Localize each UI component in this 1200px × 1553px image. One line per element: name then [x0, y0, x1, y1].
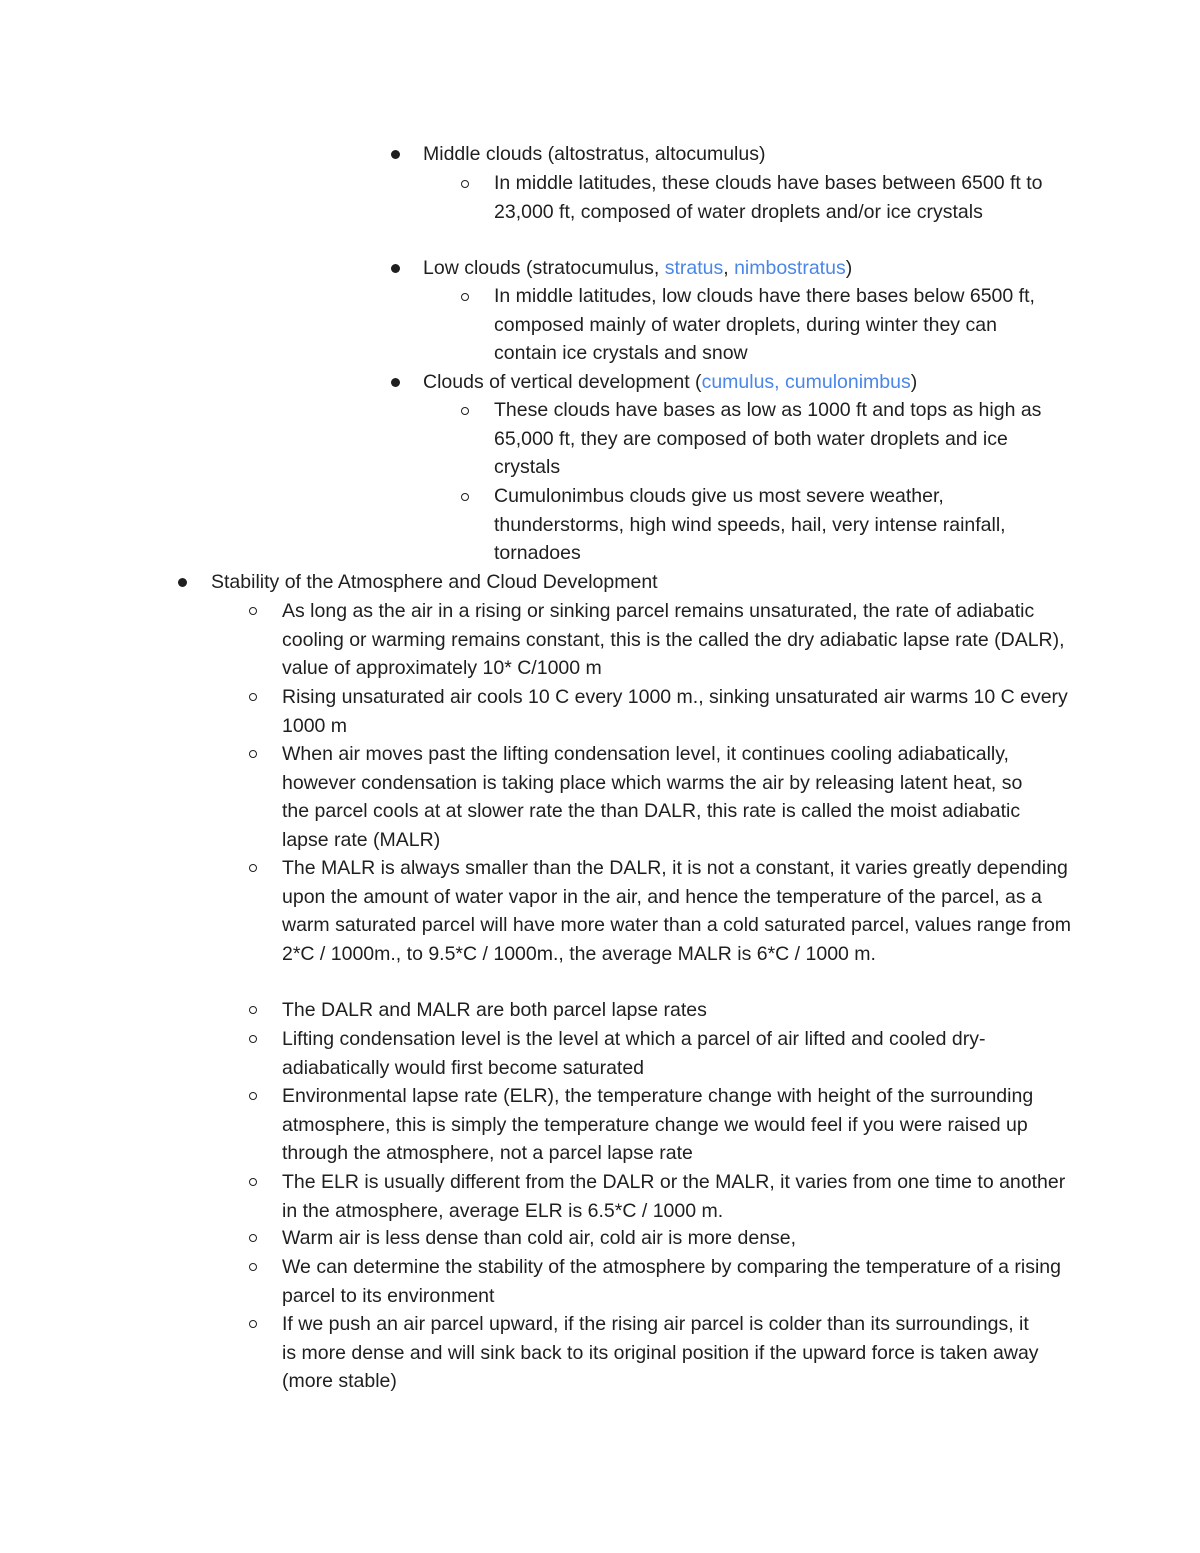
- vertical-clouds-text: Clouds of vertical development (: [423, 371, 702, 393]
- hollow-bullet-icon: [249, 1006, 257, 1014]
- list-item-cumulonimbus-detail: Cumulonimbus clouds give us most severe weather, thunderstorms, high wind speeds, hail, very intense rainfall, tornadoes: [494, 485, 1006, 565]
- nimbostratus-link[interactable]: nimbostratus: [734, 257, 846, 279]
- stability-item-2: Rising unsaturated air cools 10 C every 1000 m., sinking unsaturated air warms 10 C every 1000 m: [282, 686, 1068, 737]
- stability-item-4: The MALR is always smaller than the DALR, it is not a constant, it varies greatly depending upon the amount of water vapor in the air, and hence the temperature of the parcel, as a warm saturated parcel will have more water than a cold saturated parcel, values range from 2*C / 1000m., to 9.5*C / 1000m., the average MALR is 6*C / 1000 m.: [282, 857, 1072, 965]
- bullet-icon: [391, 264, 400, 273]
- hollow-bullet-icon: [249, 693, 257, 701]
- hollow-bullet-icon: [249, 864, 257, 872]
- cumulus-link[interactable]: cumulus, cumulonimbus: [701, 371, 911, 393]
- stability-item-5: The DALR and MALR are both parcel lapse rates: [282, 999, 707, 1021]
- low-clouds-close: ): [845, 257, 853, 279]
- list-item-stability: Stability of the Atmosphere and Cloud Development: [211, 571, 658, 593]
- vertical-clouds-close: ): [910, 371, 918, 393]
- list-item-middle-clouds-detail: In middle latitudes, these clouds have bases between 6500 ft to 23,000 ft, composed of water droplets and/or ice crystals: [494, 172, 1043, 223]
- stability-item-11: If we push an air parcel upward, if the rising air parcel is colder than its surroundings, it is more dense and will sink back to its original position if the upward force is taken away (more stable): [282, 1313, 1039, 1393]
- low-clouds-separator: ,: [723, 257, 735, 279]
- hollow-bullet-icon: [249, 1092, 257, 1100]
- low-clouds-text: Low clouds (stratocumulus,: [423, 257, 665, 279]
- hollow-bullet-icon: [249, 750, 257, 758]
- list-item-low-clouds-detail: In middle latitudes, low clouds have there bases below 6500 ft, composed mainly of water droplets, during winter they can contain ice crystals and snow: [494, 285, 1035, 365]
- stability-item-8: The ELR is usually different from the DALR or the MALR, it varies from one time to another in the atmosphere, average ELR is 6.5*C / 1000 m.: [282, 1171, 1066, 1222]
- stability-item-1: As long as the air in a rising or sinking parcel remains unsaturated, the rate of adiabatic cooling or warming remains constant, this is the called the dry adiabatic lapse rate (DALR), value of approximately 10* C/1000 m: [282, 600, 1065, 680]
- hollow-bullet-icon: [249, 1178, 257, 1186]
- hollow-bullet-icon: [461, 293, 469, 301]
- list-item-low-clouds: [423, 254, 1083, 283]
- hollow-bullet-icon: [249, 607, 257, 615]
- stability-item-9: Warm air is less dense than cold air, cold air is more dense,: [282, 1227, 797, 1249]
- hollow-bullet-icon: [249, 1320, 257, 1328]
- list-item-vertical-clouds-detail: These clouds have bases as low as 1000 ft and tops as high as 65,000 ft, they are composed of both water droplets and ice crystals: [494, 399, 1042, 479]
- stratus-link[interactable]: stratus: [664, 257, 724, 279]
- hollow-bullet-icon: [461, 407, 469, 415]
- stability-item-6: Lifting condensation level is the level at which a parcel of air lifted and cooled dry-adiabatically would first become saturated: [282, 1028, 986, 1079]
- hollow-bullet-icon: [249, 1234, 257, 1242]
- hollow-bullet-icon: [461, 180, 469, 188]
- hollow-bullet-icon: [461, 493, 469, 501]
- bullet-icon: [391, 150, 400, 159]
- stability-item-10: We can determine the stability of the atmosphere by comparing the temperature of a rising parcel to its environment: [282, 1256, 1061, 1307]
- stability-item-3: When air moves past the lifting condensation level, it continues cooling adiabatically, however condensation is taking place which warms the air by releasing latent heat, so the parcel cools at at slower rate the than DALR, this rate is called the moist adiabatic lapse rate (MALR): [282, 743, 1023, 851]
- list-item-vertical-clouds: [423, 368, 1083, 397]
- list-item-middle-clouds: Middle clouds (altostratus, altocumulus): [423, 143, 766, 165]
- hollow-bullet-icon: [249, 1263, 257, 1271]
- bullet-icon: [391, 378, 400, 387]
- stability-item-7: Environmental lapse rate (ELR), the temperature change with height of the surrounding atmosphere, this is simply the temperature change we would feel if you were raised up through the atmosphere, not a parcel lapse rate: [282, 1085, 1034, 1165]
- hollow-bullet-icon: [249, 1035, 257, 1043]
- bullet-icon: [178, 578, 187, 587]
